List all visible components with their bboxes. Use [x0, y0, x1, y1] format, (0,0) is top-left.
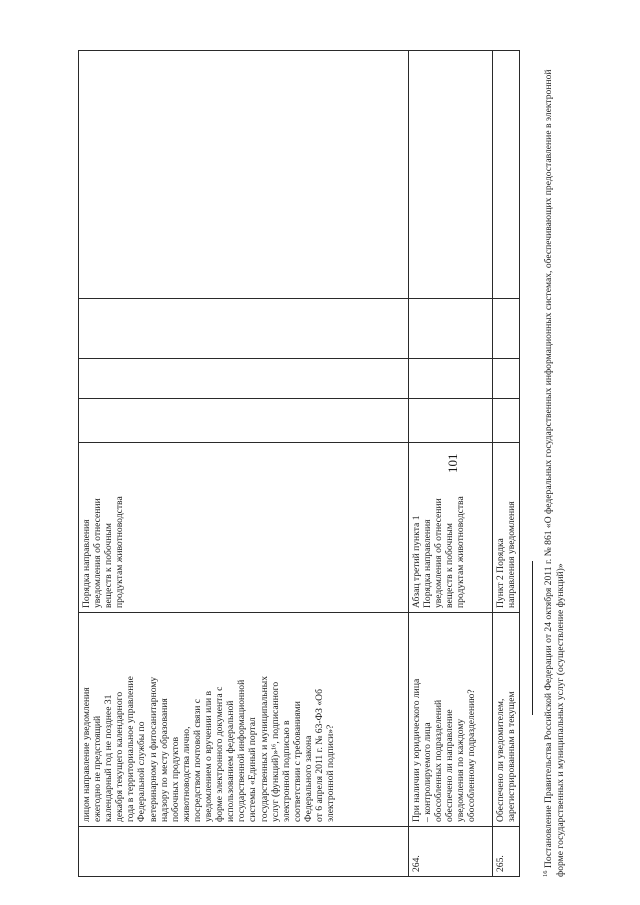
row-number — [79, 827, 409, 877]
answer-na-cell — [409, 299, 493, 359]
notes-cell — [79, 51, 409, 299]
table-row — [79, 51, 409, 877]
footnote-mark: 16 — [542, 870, 549, 877]
page-number: 101 — [445, 453, 460, 473]
answer-no-cell — [79, 359, 409, 399]
answer-na-cell — [493, 299, 520, 359]
question-cell: Обеспечено ли уведомителем, зарегистрированным в текущем — [493, 613, 520, 827]
table-row — [409, 51, 493, 877]
requisites-cell: Порядка направления уведомления об отнесении веществ к побочным продуктам животноводства — [79, 443, 409, 613]
answer-yes-cell — [79, 399, 409, 443]
footnote-separator — [532, 561, 533, 715]
question-cell: При наличии у юридического лица – контролируемого лица обособленных подразделений обеспечено ли направление уведомления по каждому обособленному подразделению? — [409, 613, 493, 827]
row-number: 264. — [409, 827, 493, 877]
footnote — [540, 51, 566, 877]
checklist-table — [78, 50, 520, 877]
notes-cell — [409, 51, 493, 299]
row-number: 265. — [493, 827, 520, 877]
requisites-cell: Пункт 2 Порядка направления уведомления — [493, 443, 520, 613]
notes-cell — [493, 51, 520, 299]
footnote-text: Постановление Правительства Российской Федерации от 24 октября 2011 г. № 861 «О федеральных государственных информационных системах, обеспечивающих предоставление в электронной форме государственных и муниципальных услуг (осуществление функций)» — [543, 69, 566, 877]
question-cell: лицом направление уведомления ежегодно не предстоящий календарный год не позднее 31 декабря текущего календарного года в территориальное управление Федеральной службы по ветеринарному и фитосанитарному надзору по месту образования побочных продуктов животноводства лично, посредством почтовой связи с уведомлением о вручении или в форме электронного документа с использованием федеральной государственной информационной системы «Единый портал государственных и муниципальных услуг (функций)»¹⁶, подписанного электронной подписью в соответствии с требованиями Федерального закона от 6 апреля 2011 г. № 63-ФЗ «Об электронной подписи»? — [79, 613, 409, 827]
requisites-cell: Абзац третий пункта 1 Порядка направления уведомления об отнесении веществ к побочным продуктам животноводства — [409, 443, 493, 613]
answer-yes-cell — [409, 399, 493, 443]
answer-na-cell — [79, 299, 409, 359]
table-row — [493, 51, 520, 877]
answer-no-cell — [409, 359, 493, 399]
answer-yes-cell — [493, 399, 520, 443]
answer-no-cell — [493, 359, 520, 399]
